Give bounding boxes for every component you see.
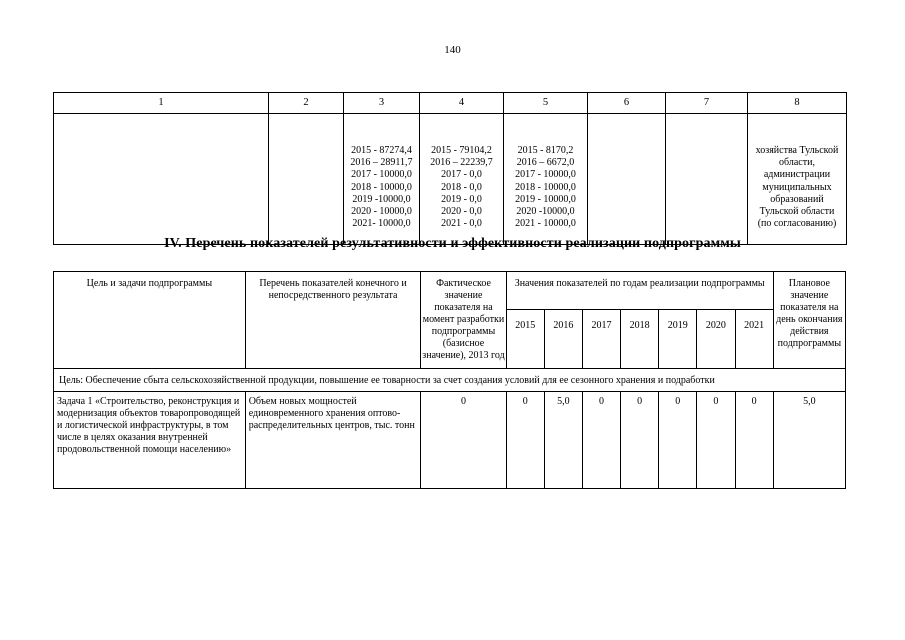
header-indicators: Перечень показателей конечного и непосредственного результата <box>245 272 421 369</box>
year-header: 2018 <box>621 310 659 369</box>
value-line: 2015 - 79104,2 <box>431 145 492 156</box>
funding-col4-cell <box>420 114 504 245</box>
value-line: 2016 – 28911,7 <box>350 157 413 169</box>
funding-col5-cell <box>504 114 588 245</box>
actual-value: 0 <box>421 392 506 489</box>
year-value: 0 <box>582 392 620 489</box>
table-row <box>54 392 846 489</box>
planned-value: 5,0 <box>773 392 845 489</box>
text-line: образований <box>770 193 824 205</box>
col-header-4: 4 <box>420 93 504 114</box>
value-line: 2015 - 87274,4 <box>351 145 412 156</box>
header-planned-value: Плановое значение показателя на день окончания действия подпрограммы <box>773 272 845 369</box>
col-header-6: 6 <box>588 93 666 114</box>
value-line: 2019 - 0,0 <box>441 193 482 205</box>
value-line: 2020 - 0,0 <box>441 206 482 218</box>
value-line: 2018 - 0,0 <box>441 181 482 193</box>
year-value: 5,0 <box>544 392 582 489</box>
page-number: 140 <box>444 44 461 56</box>
goal-text: Цель: Обеспечение сбыта сельскохозяйственной продукции, повышение ее товарности за счет создания условий для ее сезонного хранения и подработки <box>54 369 846 392</box>
year-header: 2015 <box>506 310 544 369</box>
year-header: 2016 <box>544 310 582 369</box>
value-line: 2018 - 10000,0 <box>515 181 576 193</box>
value-line: 2021 - 0,0 <box>441 218 482 230</box>
goal-row <box>54 369 846 392</box>
header-year-values: Значения показателей по годам реализации подпрограммы <box>506 272 773 310</box>
value-line: 2021 - 10000,0 <box>515 218 576 230</box>
value-line: 2021- 10000,0 <box>352 218 411 230</box>
value-line: 2017 - 0,0 <box>441 169 482 181</box>
cell-empty <box>588 114 666 245</box>
cell-empty <box>269 114 344 245</box>
indicators-table <box>53 271 846 489</box>
header-goals: Цель и задачи подпрограммы <box>54 272 246 369</box>
executors-cell <box>748 114 847 245</box>
text-line: области, <box>779 157 815 169</box>
indicator-text: Объем новых мощностей единовременного хранения оптово-распределительных центров, тыс. тонн <box>245 392 421 489</box>
year-header: 2017 <box>582 310 620 369</box>
value-line: 2015 - 8170,2 <box>517 145 574 156</box>
text-line: администрации <box>763 169 831 181</box>
text-line: (по согласованию) <box>757 218 837 230</box>
col-header-5: 5 <box>504 93 588 114</box>
value-line: 2019 -10000,0 <box>352 193 411 205</box>
year-header: 2020 <box>697 310 735 369</box>
text-line: Тульской области <box>759 206 835 218</box>
column-number-row <box>54 93 847 114</box>
col-header-1: 1 <box>54 93 269 114</box>
cell-empty <box>54 114 269 245</box>
value-line: 2017 - 10000,0 <box>351 169 412 181</box>
year-value: 0 <box>506 392 544 489</box>
value-line: 2016 – 22239,7 <box>430 157 493 169</box>
value-line: 2016 – 6672,0 <box>516 157 575 169</box>
value-line: 2018 - 10000,0 <box>351 181 412 193</box>
col-header-8: 8 <box>748 93 847 114</box>
col-header-7: 7 <box>666 93 748 114</box>
text-line: хозяйства Тульской <box>755 145 839 156</box>
value-line: 2020 -10000,0 <box>516 206 575 218</box>
year-value: 0 <box>735 392 773 489</box>
year-header: 2021 <box>735 310 773 369</box>
header-row <box>54 272 846 310</box>
value-line: 2019 - 10000,0 <box>515 193 576 205</box>
task-text: Задача 1 «Строительство, реконструкция и модернизация объектов товаропроводящей и логистической инфраструктуры, в том числе в целях оказания внутренней продовольственной помощи населению» <box>54 392 246 489</box>
header-actual-value: Фактическое значение показателя на момент разработки подпрограммы (базисное значение), 2013 год <box>421 272 506 369</box>
year-value: 0 <box>697 392 735 489</box>
continuation-table <box>53 92 847 245</box>
year-value: 0 <box>621 392 659 489</box>
cell-empty <box>666 114 748 245</box>
year-value: 0 <box>659 392 697 489</box>
value-line: 2017 - 10000,0 <box>515 169 576 181</box>
col-header-2: 2 <box>269 93 344 114</box>
section-title: IV. Перечень показателей результативности и эффективности реализации подпрограммы <box>164 236 741 251</box>
value-line: 2020 - 10000,0 <box>351 206 412 218</box>
table-row <box>54 114 847 245</box>
year-header: 2019 <box>659 310 697 369</box>
col-header-3: 3 <box>344 93 420 114</box>
funding-total-cell <box>344 114 420 245</box>
text-line: муниципальных <box>762 181 832 193</box>
